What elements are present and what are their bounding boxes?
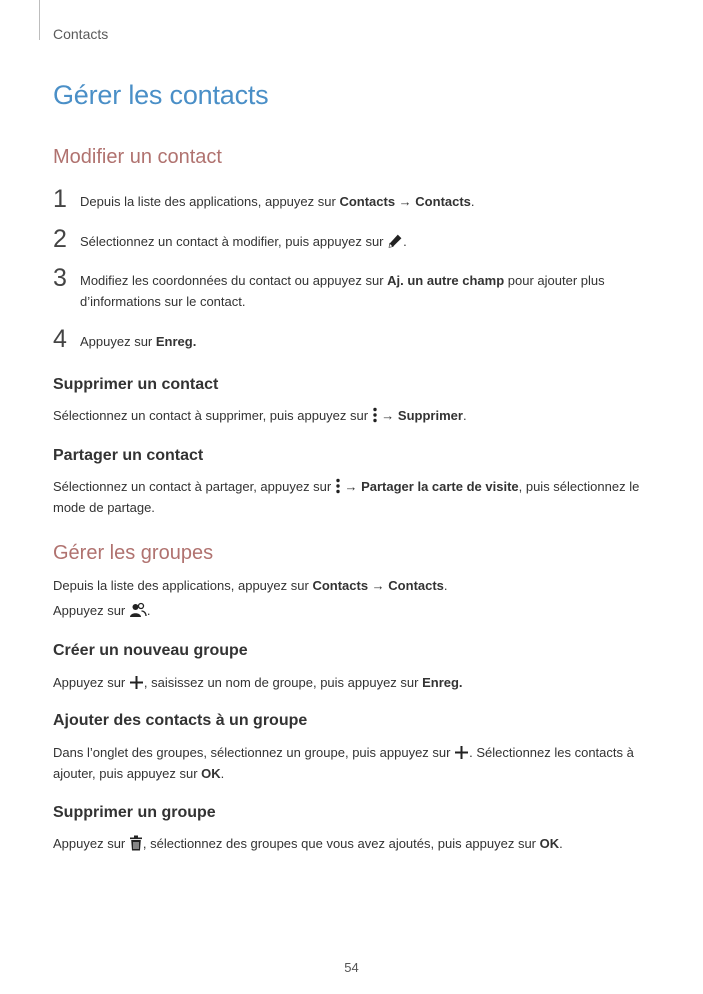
subheading-partager: Partager un contact (53, 447, 204, 464)
running-header: Contacts (53, 26, 109, 42)
section-heading-modifier: Modifier un contact (53, 146, 222, 168)
subheading-creer: Créer un nouveau groupe (53, 642, 248, 659)
plus-icon (454, 745, 469, 760)
section-heading-groupes: Gérer les groupes (53, 542, 214, 564)
subheading-ajouter: Ajouter des contacts à un groupe (53, 712, 308, 729)
plus-icon (129, 675, 144, 690)
paragraph-supprimer-contact: Sélectionnez un contact à supprimer, puis appuyez sur → Supprimer. (53, 408, 467, 423)
paragraph-partager: Sélectionnez un contact à partager, appuyez sur → Partager la carte de visite, puis sélectionnez le mode de partage. (53, 479, 640, 515)
subheading-supprimer-groupe: Supprimer un groupe (53, 804, 216, 821)
step-text: Modifiez les coordonnées du contact ou appuyez sur Aj. un autre champ pour ajouter plus d’informations sur le contact. (80, 273, 605, 309)
step-number: 3 (53, 264, 67, 292)
pencil-icon (387, 233, 403, 249)
step-number: 4 (53, 325, 67, 353)
paragraph-groupes-line2: Appuyez sur . (53, 603, 151, 618)
paragraph-ajouter: Dans l’onglet des groupes, sélectionnez un groupe, puis appuyez sur . Sélectionnez les contacts à ajouter, puis appuyez sur OK. (53, 745, 634, 781)
page-number: 54 (344, 960, 359, 975)
paragraph-creer: Appuyez sur , saisissez un nom de groupe, puis appuyez sur Enreg. (53, 675, 463, 690)
margin-rule (39, 0, 40, 40)
paragraph-supprimer-groupe: Appuyez sur , sélectionnez des groupes que vous avez ajoutés, puis appuyez sur OK. (53, 836, 563, 851)
step-number: 2 (53, 225, 67, 253)
subheading-supprimer-contact: Supprimer un contact (53, 376, 219, 393)
page-title: Gérer les contacts (53, 80, 269, 110)
step-number: 1 (53, 185, 67, 213)
step-text: Depuis la liste des applications, appuyez sur Contacts → Contacts. (80, 194, 475, 209)
step-text: Sélectionnez un contact à modifier, puis appuyez sur . (80, 234, 407, 249)
groups-icon (129, 602, 147, 618)
trash-icon (129, 835, 143, 851)
step-text: Appuyez sur Enreg. (80, 334, 197, 349)
paragraph-groupes-line1: Depuis la liste des applications, appuyez sur Contacts → Contacts. (53, 578, 448, 593)
